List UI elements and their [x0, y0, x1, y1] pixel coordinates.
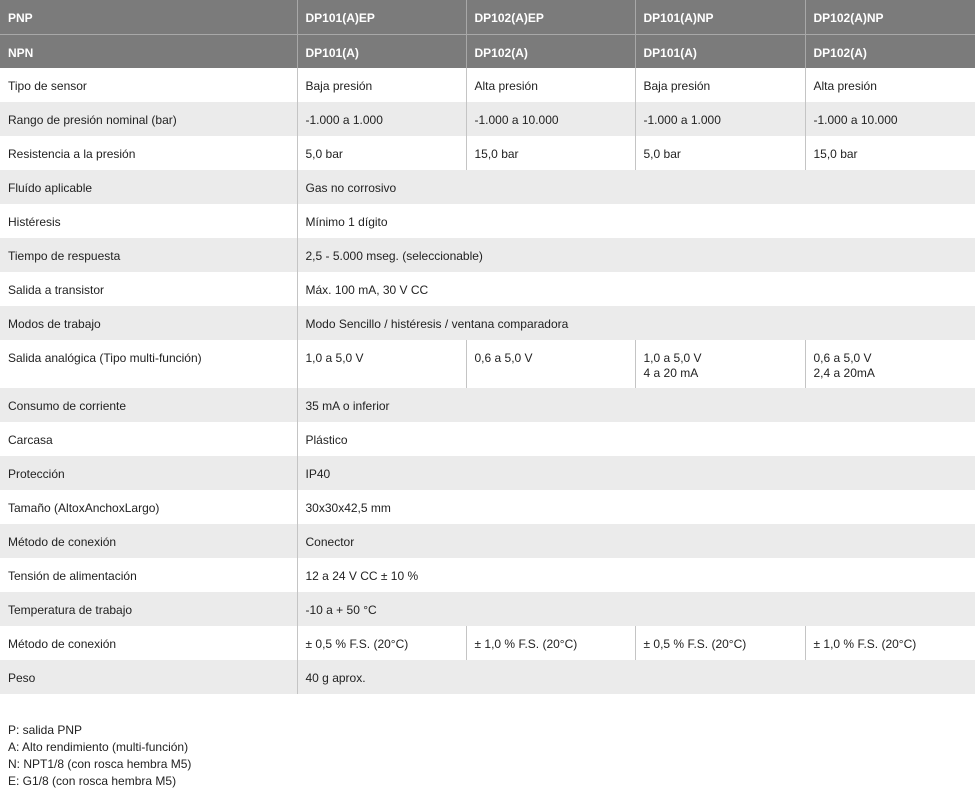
table-cell: 15,0 bar — [805, 136, 975, 170]
table-row — [0, 136, 975, 170]
header-row-npn — [0, 34, 975, 68]
table-cell: IP40 — [297, 456, 975, 490]
row-label: Tensión de alimentación — [0, 558, 297, 592]
table-cell: 0,6 a 5,0 V — [466, 340, 635, 388]
row-label: Histéresis — [0, 204, 297, 238]
table-cell: ± 0,5 % F.S. (20°C) — [297, 626, 466, 660]
cell-line: 4 a 20 mA — [643, 366, 699, 380]
cell-line: 1,0 a 5,0 V — [643, 351, 702, 365]
table-row — [0, 558, 975, 592]
table-cell: 5,0 bar — [635, 136, 805, 170]
table-cell: 2,5 - 5.000 mseg. (seleccionable) — [297, 238, 975, 272]
table-cell: 5,0 bar — [297, 136, 466, 170]
table-cell: Gas no corrosivo — [297, 170, 975, 204]
row-label: Fluído aplicable — [0, 170, 297, 204]
row-label: Salida analógica (Tipo multi-función) — [0, 340, 297, 388]
table-cell: 40 g aprox. — [297, 660, 975, 694]
table-row — [0, 626, 975, 660]
header-cell: DP102(A) — [466, 34, 635, 68]
table-cell: -1.000 a 1.000 — [297, 102, 466, 136]
table-row — [0, 422, 975, 456]
notes-section — [0, 694, 975, 790]
table-cell: 30x30x42,5 mm — [297, 490, 975, 524]
table-row — [0, 524, 975, 558]
table-row — [0, 456, 975, 490]
row-label: Rango de presión nominal (bar) — [0, 102, 297, 136]
row-label: Carcasa — [0, 422, 297, 456]
row-label: Método de conexión — [0, 524, 297, 558]
row-label: Modos de trabajo — [0, 306, 297, 340]
table-row — [0, 170, 975, 204]
row-label: Resistencia a la presión — [0, 136, 297, 170]
table-row — [0, 660, 975, 694]
header-cell: DP102(A)EP — [466, 0, 635, 34]
table-row — [0, 68, 975, 102]
table-cell: 1,0 a 5,0 V — [297, 340, 466, 388]
table-row — [0, 204, 975, 238]
header-cell: DP102(A) — [805, 34, 975, 68]
table-cell: -1.000 a 10.000 — [466, 102, 635, 136]
row-label: Salida a transistor — [0, 272, 297, 306]
table-cell — [805, 340, 975, 388]
table-cell: Alta presión — [466, 68, 635, 102]
note-line: P: salida PNP — [8, 723, 83, 737]
table-cell: -1.000 a 1.000 — [635, 102, 805, 136]
table-cell: -1.000 a 10.000 — [805, 102, 975, 136]
table-cell: 35 mA o inferior — [297, 388, 975, 422]
table-row — [0, 340, 975, 388]
row-label: Consumo de corriente — [0, 388, 297, 422]
header-cell: DP101(A)EP — [297, 0, 466, 34]
cell-line: 0,6 a 5,0 V — [813, 351, 872, 365]
table-cell: Modo Sencillo / histéresis / ventana comparadora — [297, 306, 975, 340]
table-cell: 15,0 bar — [466, 136, 635, 170]
note-line: A: Alto rendimiento (multi-función) — [8, 740, 189, 754]
table-cell: -10 a + 50 °C — [297, 592, 975, 626]
table-row — [0, 592, 975, 626]
table-row — [0, 306, 975, 340]
table-cell: 12 a 24 V CC ± 10 % — [297, 558, 975, 592]
row-label: Tiempo de respuesta — [0, 238, 297, 272]
table-cell — [635, 340, 805, 388]
note-line: E: G1/8 (con rosca hembra M5) — [8, 774, 177, 788]
table-cell: Baja presión — [635, 68, 805, 102]
row-label: Temperatura de trabajo — [0, 592, 297, 626]
note-line: N: NPT1/8 (con rosca hembra M5) — [8, 757, 192, 771]
table-cell: ± 0,5 % F.S. (20°C) — [635, 626, 805, 660]
table-row — [0, 102, 975, 136]
table-cell: ± 1,0 % F.S. (20°C) — [805, 626, 975, 660]
header-cell: NPN — [0, 34, 297, 68]
header-cell: PNP — [0, 0, 297, 34]
table-cell: Conector — [297, 524, 975, 558]
table-cell: Máx. 100 mA, 30 V CC — [297, 272, 975, 306]
header-cell: DP101(A)NP — [635, 0, 805, 34]
header-row-pnp — [0, 0, 975, 34]
cell-line: 2,4 a 20mA — [813, 366, 875, 380]
table-cell: Plástico — [297, 422, 975, 456]
table-cell: ± 1,0 % F.S. (20°C) — [466, 626, 635, 660]
row-label: Tamaño (AltoxAnchoxLargo) — [0, 490, 297, 524]
table-row — [0, 272, 975, 306]
table-row — [0, 490, 975, 524]
row-label: Peso — [0, 660, 297, 694]
table-cell: Mínimo 1 dígito — [297, 204, 975, 238]
table-row — [0, 238, 975, 272]
header-cell: DP101(A) — [635, 34, 805, 68]
row-label: Tipo de sensor — [0, 68, 297, 102]
header-cell: DP102(A)NP — [805, 0, 975, 34]
row-label: Protección — [0, 456, 297, 490]
table-cell: Alta presión — [805, 68, 975, 102]
header-cell: DP101(A) — [297, 34, 466, 68]
row-label: Método de conexión — [0, 626, 297, 660]
table-cell: Baja presión — [297, 68, 466, 102]
table-row — [0, 388, 975, 422]
